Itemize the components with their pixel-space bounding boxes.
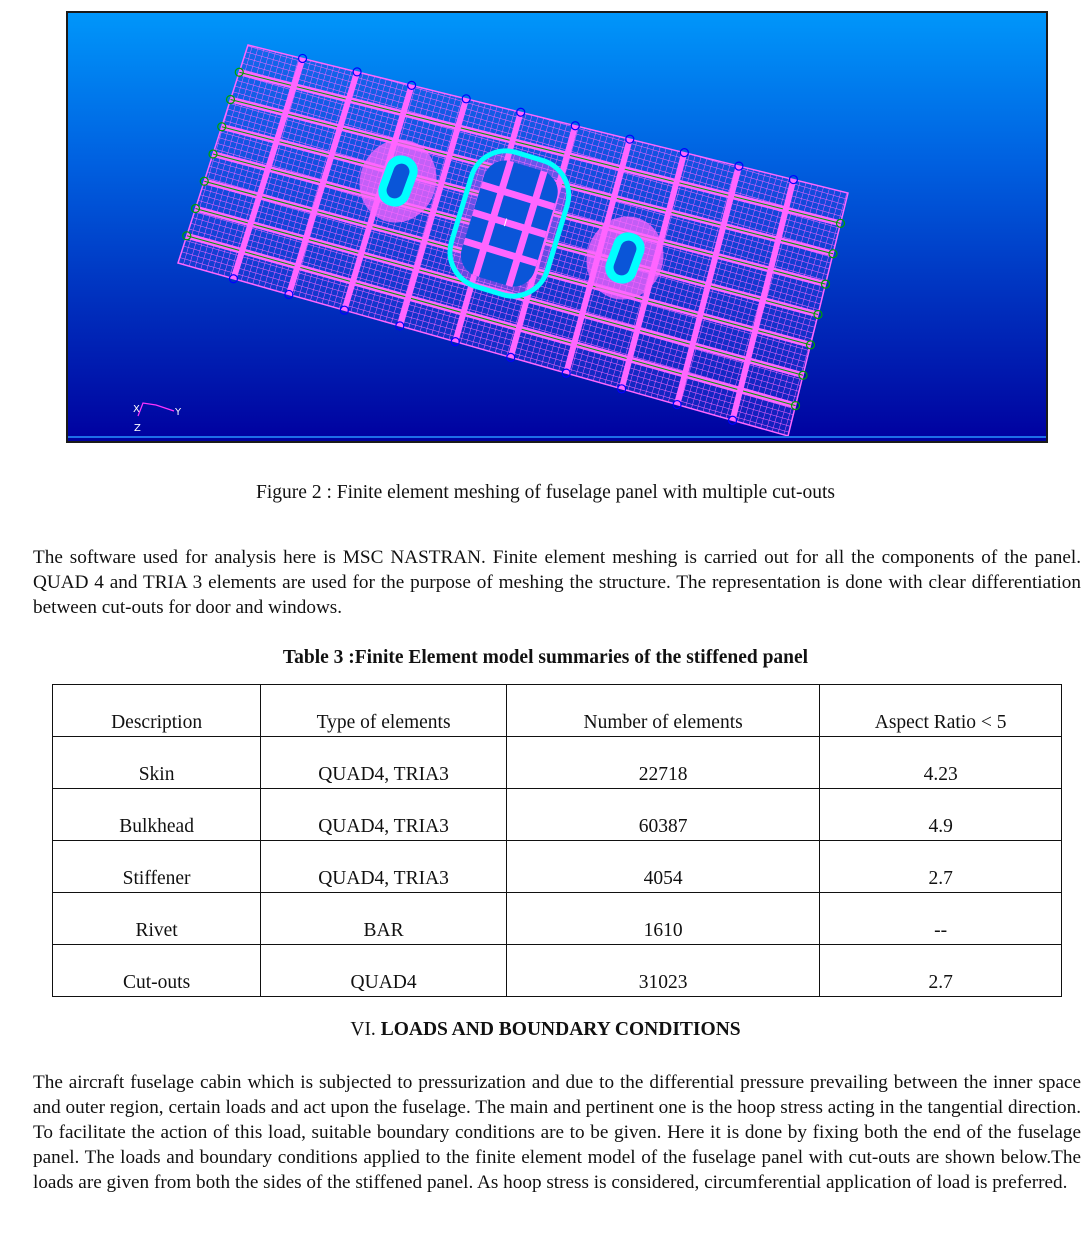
cell-type: QUAD4, TRIA3	[261, 737, 507, 789]
table-row	[53, 893, 1062, 945]
header-aspect-ratio: Aspect Ratio < 5	[820, 685, 1062, 737]
cell-count: 4054	[506, 841, 819, 893]
axis-x-label: X	[133, 404, 140, 415]
fem-mesh-figure	[66, 11, 1048, 443]
section-number: VI.	[350, 1019, 376, 1040]
header-number-of-elements: Number of elements	[506, 685, 819, 737]
cell-aspect-ratio: 4.23	[820, 737, 1062, 789]
paragraph-loads: The aircraft fuselage cabin which is subjected to pressurization and due to the differential pressure prevailing between the inner space and outer region, certain loads and act upon the fuselage. The main and pertinent one is the hoop stress acting in the tangential direction. To facilitate the action of this load, suitable boundary conditions are to be given. Here it is done by fixing both the end of the fuselage panel. The loads and boundary conditions applied to the finite element model of the fuselage panel with cut-outs are shown below.The loads are given from both the sides of the stiffened panel. As hoop stress is considered, circumferential application of load is preferred.	[33, 1072, 1081, 1193]
table-row	[53, 789, 1062, 841]
cell-aspect-ratio: 2.7	[820, 945, 1062, 997]
cell-type: QUAD4, TRIA3	[261, 789, 507, 841]
header-description: Description	[53, 685, 261, 737]
table-title: Table 3 :Finite Element model summaries of the stiffened panel	[282, 647, 809, 668]
header-type-of-elements: Type of elements	[261, 685, 507, 737]
cell-count: 1610	[506, 893, 819, 945]
fe-model-summary-table	[52, 684, 1062, 997]
cell-type: QUAD4, TRIA3	[261, 841, 507, 893]
section-heading	[0, 1019, 1091, 1041]
cell-aspect-ratio: 4.9	[820, 789, 1062, 841]
cell-count: 22718	[506, 737, 819, 789]
cell-aspect-ratio: 2.7	[820, 841, 1062, 893]
figure-caption: Figure 2 : Finite element meshing of fuselage panel with multiple cut-outs	[256, 482, 835, 503]
cell-type: QUAD4	[261, 945, 507, 997]
cell-description: Stiffener	[53, 841, 261, 893]
cell-count: 31023	[506, 945, 819, 997]
cell-description: Bulkhead	[53, 789, 261, 841]
axis-triad-icon	[133, 403, 182, 434]
section-title: LOADS AND BOUNDARY CONDITIONS	[380, 1019, 741, 1040]
cell-description: Cut-outs	[53, 945, 261, 997]
table-header-row	[53, 685, 1062, 737]
cell-type: BAR	[261, 893, 507, 945]
axis-z-label: Z	[134, 423, 141, 434]
fuselage-panel-mesh	[68, 13, 1046, 441]
table-row	[53, 945, 1062, 997]
table-row	[53, 841, 1062, 893]
table-row	[53, 737, 1062, 789]
paragraph-software: The software used for analysis here is MSC NASTRAN. Finite element meshing is carried out for all the components of the panel. QUAD 4 and TRIA 3 elements are used for the purpose of meshing the structure. The representation is done with clear differentiation between cut-outs for door and windows.	[33, 547, 1081, 618]
axis-y-label: Y	[175, 407, 182, 418]
cell-description: Skin	[53, 737, 261, 789]
cell-count: 60387	[506, 789, 819, 841]
cell-aspect-ratio: --	[820, 893, 1062, 945]
cell-description: Rivet	[53, 893, 261, 945]
